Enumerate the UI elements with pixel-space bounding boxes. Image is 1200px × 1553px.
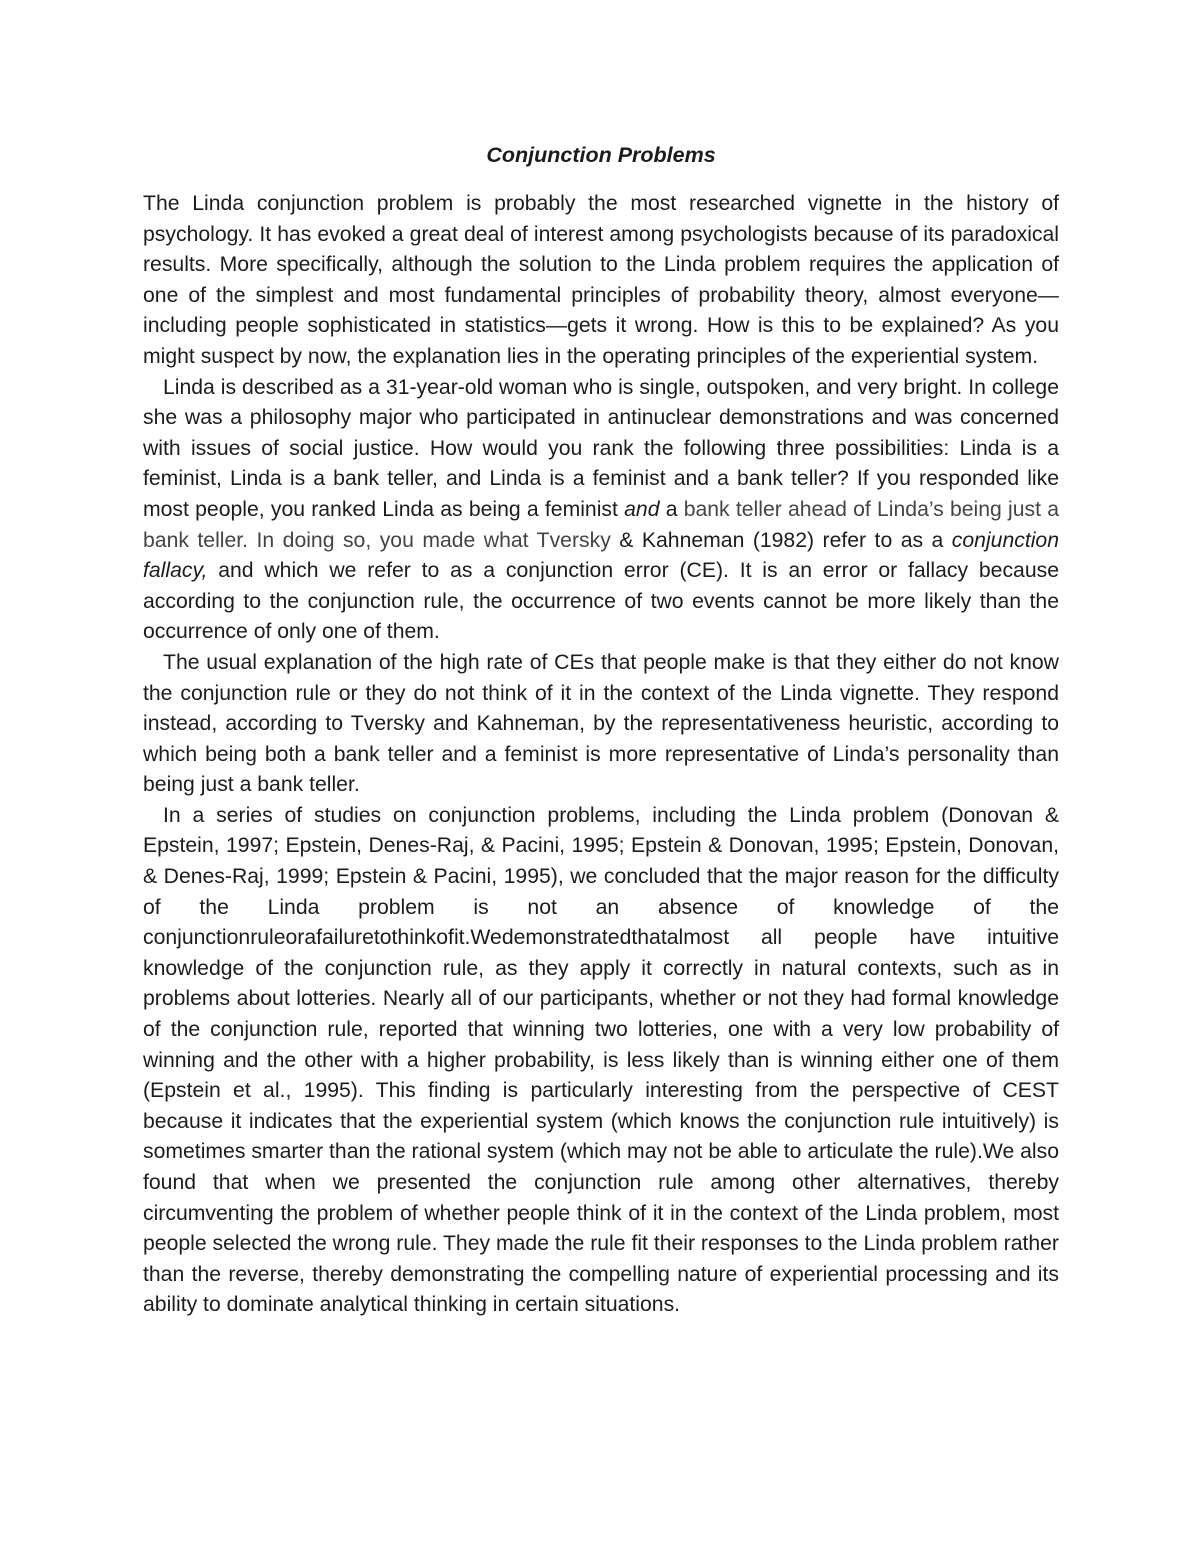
paragraph-2-text-a: Linda is described as a 31-year-old woman who is single, outspoken, and very bright. In college she was a philosophy major who participated in antinuclear demonstrations and was concerned with issues of social justice. How would you rank the following three possibilities: Linda is a feminist, Linda is a bank teller, and Linda is a feminist and a bank teller? If you responded like most people, you ranked Linda as being a feminist <box>143 375 1059 521</box>
paragraph-2-text-c: a <box>659 497 684 521</box>
paragraph-4: In a series of studies on conjunction problems, including the Linda problem (Donovan & Epstein, 1997; Epstein, Denes-Raj, & Pacini, 1995; Epstein & Donovan, 1995; Epstein, Donovan, & Denes-Raj, 1999; Epstein & Pacini, 1995), we concluded that the major reason for the difficulty of the Linda problem is not an absence of knowledge of the conjunctionruleorafailuretothinkofit.Wedemonstratedthatalmost all people have intuitive knowledge of the conjunction rule, as they apply it correctly in natural contexts, such as in problems about lotteries. Nearly all of our participants, whether or not they had formal knowledge of the conjunction rule, reported that winning two lotteries, one with a very low probability of winning and the other with a higher probability, is less likely than is winning either one of them (Epstein et al., 1995). This finding is particularly interesting from the perspective of CEST because it indicates that the experiential system (which knows the conjunction rule intuitively) is sometimes smarter than the rational system (which may not be able to articulate the rule).We also found that when we presented the conjunction rule among other alternatives, thereby circumventing the problem of whether people think of it in the context of the Linda problem, most people selected the wrong rule. They made the rule fit their responses to the Linda problem rather than the reverse, thereby demonstrating the compelling nature of experiential processing and its ability to dominate analytical thinking in certain situations. <box>143 803 1059 1317</box>
page-title: Conjunction Problems <box>486 143 716 167</box>
paragraph-3: The usual explanation of the high rate of CEs that people make is that they either do not know the conjunction rule or they do not think of it in the context of the Linda vignette. They respond instead, according to Tversky and Kahneman, by the representativeness heuristic, according to which being both a bank teller and a feminist is more representative of Linda’s personality than being just a bank teller. <box>143 650 1059 797</box>
paragraph-2-text-light: bank teller ahead of Linda’s being just a bank teller. In doing so, you made what Tversky <box>143 497 1059 552</box>
paragraph-2-emphasis-fallacy: conjunction fallacy, <box>143 528 1059 583</box>
paragraph-2 <box>143 373 1059 648</box>
paragraph-2-text-g: and which we refer to as a conjunction error (CE). It is an error or fallacy because according to the conjunction rule, the occurrence of two events cannot be more likely than the occurrence of only one of them. <box>143 559 1059 644</box>
paragraph-2-emphasis-and: and <box>624 497 660 521</box>
paragraph-1: The Linda conjunction problem is probably the most researched vignette in the history of psychology. It has evoked a great deal of interest among psychologists because of its paradoxical results. More specifically, although the solution to the Linda problem requires the application of one of the simplest and most fundamental principles of probability theory, almost everyone—including people sophisticated in statistics—gets it wrong. How is this to be explained? As you might suspect by now, the explanation lies in the operating principles of the experiential system. <box>143 192 1059 368</box>
document-page <box>143 140 1059 1321</box>
paragraph-2-text-e: & Kahneman (1982) refer to as a <box>610 528 952 552</box>
